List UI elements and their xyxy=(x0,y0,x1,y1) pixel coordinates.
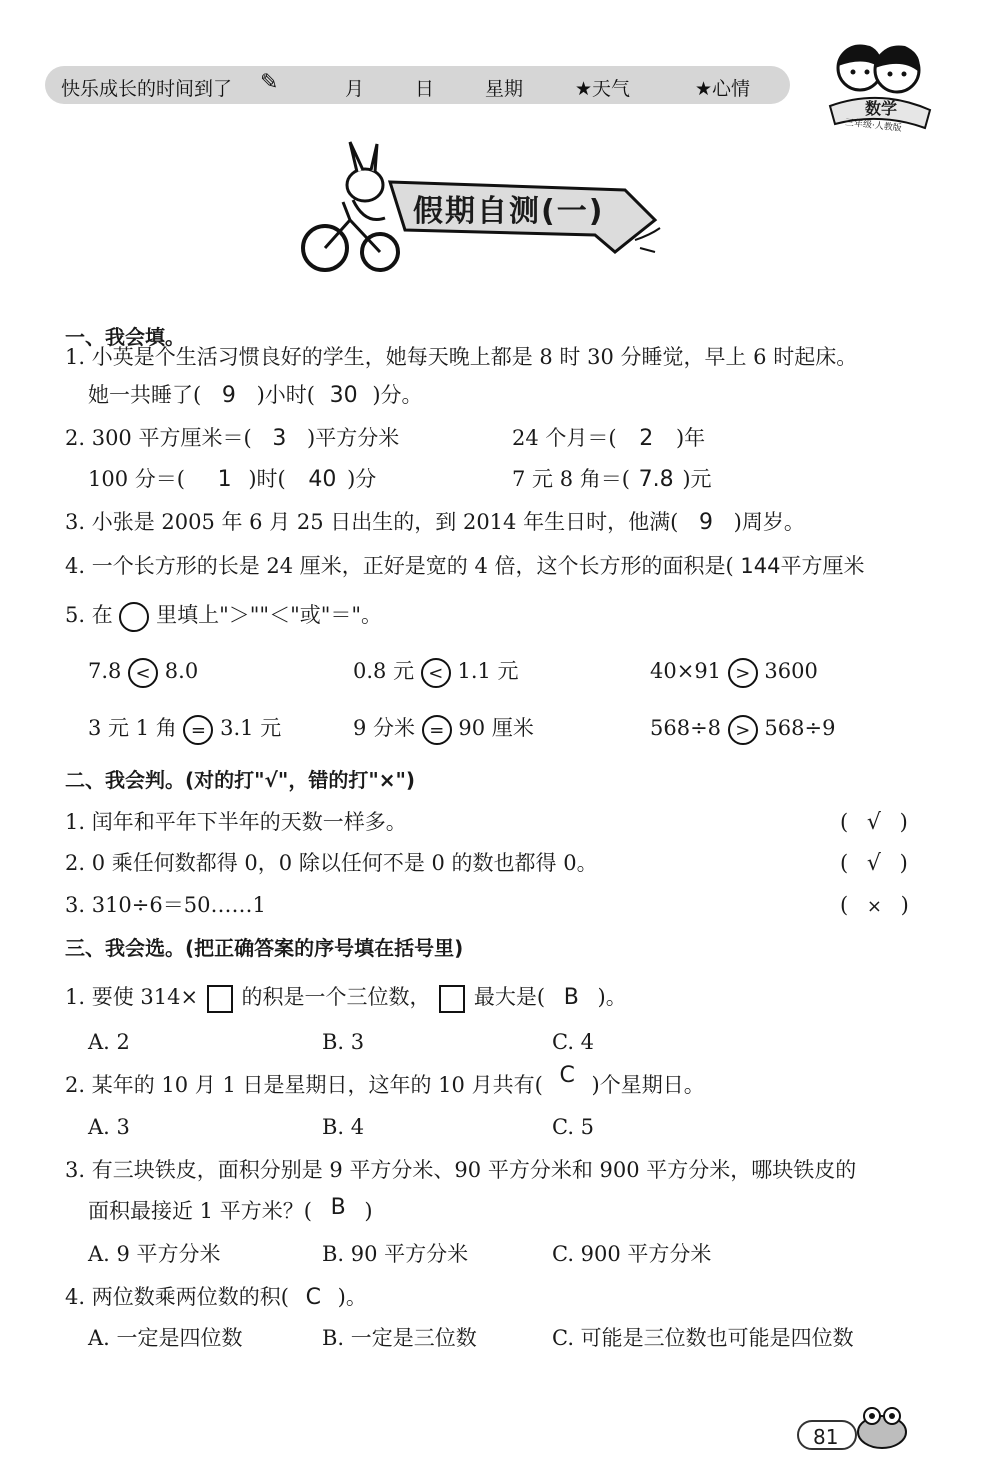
badge-grade: 三年级·人教版 xyxy=(844,118,903,134)
text: 3.1 元 xyxy=(220,716,282,740)
s3-q4-option-a: A. 一定是四位数 xyxy=(88,1326,243,1350)
text: 最大是( xyxy=(473,985,546,1009)
header-month: 月 xyxy=(345,78,365,100)
answer: 1 xyxy=(217,467,232,492)
compare-1 xyxy=(88,656,198,688)
text: ) xyxy=(899,851,908,875)
text: 1.1 元 xyxy=(457,659,519,683)
s3-q3-line2 xyxy=(88,1196,373,1227)
text: )平方分米 xyxy=(307,426,400,450)
text: 8.0 xyxy=(164,659,199,683)
s1-q2a xyxy=(65,423,399,454)
answer: √ xyxy=(866,851,881,876)
text: 568÷8 xyxy=(650,716,722,740)
text: )周岁。 xyxy=(733,510,805,534)
compare-sign: < xyxy=(421,658,451,688)
text: 24 个月＝( xyxy=(512,426,617,450)
text: ) xyxy=(899,810,908,834)
blank-box xyxy=(207,985,233,1013)
text: 4. 一个长方形的长是 24 厘米，正好是宽的 4 倍，这个长方形的面积是( xyxy=(65,554,734,578)
compare-6 xyxy=(650,713,835,745)
badge-subject: 数学 xyxy=(865,99,898,118)
s2-j3: 3. 310÷6＝50……1 xyxy=(65,893,266,917)
pencil-doodle-icon: ✎ xyxy=(260,70,279,95)
text: 1. 要使 314× xyxy=(65,985,199,1009)
text: 9 分米 xyxy=(353,716,416,740)
compare-sign: = xyxy=(183,715,213,745)
s1-q2b xyxy=(512,423,705,454)
text: ( xyxy=(840,893,849,917)
compare-3 xyxy=(650,656,818,688)
answer: 40 xyxy=(308,467,337,492)
text: 的积是一个三位数， xyxy=(241,985,431,1009)
s1-q2c xyxy=(88,464,376,495)
s3-q4-option-b: B. 一定是三位数 xyxy=(322,1326,477,1350)
s3-q2-option-c: C. 5 xyxy=(552,1115,595,1139)
text: 568÷9 xyxy=(764,716,836,740)
s3-q2-option-a: A. 3 xyxy=(88,1115,130,1139)
text: 面积最接近 1 平方米？( xyxy=(88,1199,312,1223)
compare-4 xyxy=(88,713,281,745)
text: )分 xyxy=(347,467,377,491)
answer: 2 xyxy=(639,426,654,451)
s3-q1-option-b: B. 3 xyxy=(322,1030,365,1054)
text: 她一共睡了( xyxy=(88,383,202,407)
header-banner xyxy=(45,66,790,104)
s2-j1: 1. 闰年和平年下半年的天数一样多。 xyxy=(65,810,407,834)
s1-q2d xyxy=(512,464,712,495)
text: 7 元 8 角＝( xyxy=(512,467,630,491)
frog-mascot-icon xyxy=(852,1400,912,1450)
blank-box xyxy=(439,985,465,1013)
s3-q4-option-c: C. 可能是三位数也可能是四位数 xyxy=(552,1326,854,1350)
s1-q3 xyxy=(65,507,805,538)
answer: 9 xyxy=(698,510,713,535)
text: 100 分＝( xyxy=(88,467,185,491)
compare-2 xyxy=(353,656,519,688)
s3-q1 xyxy=(65,982,627,1013)
text: )时( xyxy=(248,467,286,491)
s1-q5 xyxy=(65,600,382,632)
s1-q4 xyxy=(65,551,864,581)
header-weekday: 星期 xyxy=(485,78,524,100)
text: 3. 小张是 2005 年 6 月 25 日出生的，到 2014 年生日时，他满( xyxy=(65,510,679,534)
text: 2. 某年的 10 月 1 日是星期日，这年的 10 月共有( xyxy=(65,1073,543,1097)
answer: C xyxy=(305,1285,321,1310)
s2-j1-answer xyxy=(840,807,908,838)
s2-j2-answer xyxy=(840,848,908,879)
s2-j2: 2. 0 乘任何数都得 0，0 除以任何不是 0 的数也都得 0。 xyxy=(65,851,598,875)
s3-q3-option-a: A. 9 平方分米 xyxy=(88,1242,221,1266)
answer: B xyxy=(563,985,579,1010)
answer: C xyxy=(559,1063,575,1088)
text: ( xyxy=(840,810,849,834)
page-title: 假期自测(一) xyxy=(413,194,605,229)
s3-q1-option-c: C. 4 xyxy=(552,1030,595,1054)
answer: 30 xyxy=(329,383,358,408)
text: )元 xyxy=(682,467,712,491)
header-slogan: 快乐成长的时间到了 xyxy=(61,78,233,100)
compare-sign: > xyxy=(728,715,758,745)
subject-badge xyxy=(825,28,935,143)
blank-circle xyxy=(119,602,149,632)
text: ( xyxy=(840,851,849,875)
text: 4. 两位数乘两位数的积( xyxy=(65,1285,289,1309)
text: 3 元 1 角 xyxy=(88,716,177,740)
s3-q1-option-a: A. 2 xyxy=(88,1030,130,1054)
answer: 9 xyxy=(221,383,236,408)
compare-sign: < xyxy=(128,658,158,688)
answer: 7.8 xyxy=(638,467,674,492)
s3-q3-option-b: B. 90 平方分米 xyxy=(322,1242,469,1266)
page-number: 81 xyxy=(797,1420,857,1450)
s3-q4 xyxy=(65,1282,367,1313)
compare-sign: > xyxy=(728,658,758,688)
text: 0.8 元 xyxy=(353,659,415,683)
text: ) xyxy=(900,893,909,917)
section-2-heading: 二、我会判。(对的打"√"，错的打"×") xyxy=(65,768,416,792)
text: )小时( xyxy=(256,383,315,407)
text: )。 xyxy=(337,1285,367,1309)
s1-q1-line1: 1. 小英是个生活习惯良好的学生，她每天晚上都是 8 时 30 分睡觉，早上 6 时起床。 xyxy=(65,345,858,369)
text: 2. 300 平方厘米＝( xyxy=(65,426,252,450)
text: ) xyxy=(364,1199,373,1223)
text: 里填上"＞""＜"或"＝"。 xyxy=(156,603,383,627)
s1-q1-line2 xyxy=(88,380,423,411)
header-day: 日 xyxy=(415,78,435,100)
text: )年 xyxy=(675,426,706,450)
answer: √ xyxy=(866,810,881,835)
text: )分。 xyxy=(372,383,423,407)
text: 7.8 xyxy=(88,659,122,683)
s3-q2 xyxy=(65,1063,705,1101)
answer: 3 xyxy=(272,426,287,451)
header-mood: ★心情 xyxy=(695,78,751,100)
s3-q3-line1: 3. 有三块铁皮，面积分别是 9 平方分米、90 平方分米和 900 平方分米，哪块铁皮的 xyxy=(65,1158,857,1182)
answer: × xyxy=(866,896,882,917)
s3-q3-option-c: C. 900 平方分米 xyxy=(552,1242,712,1266)
text: )。 xyxy=(597,985,627,1009)
section-3-heading: 三、我会选。(把正确答案的序号填在括号里) xyxy=(65,936,464,960)
text: 3600 xyxy=(764,659,818,683)
text: 40×91 xyxy=(650,659,722,683)
compare-sign: = xyxy=(422,715,452,745)
s2-j3-answer xyxy=(840,890,909,922)
text: 90 厘米 xyxy=(458,716,534,740)
header-weather: ★天气 xyxy=(575,78,631,100)
title-illustration xyxy=(295,140,675,280)
s3-q2-option-b: B. 4 xyxy=(322,1115,365,1139)
answer: 144平方厘米 xyxy=(740,554,865,578)
text: 5. 在 xyxy=(65,603,113,627)
compare-5 xyxy=(353,713,534,745)
answer: B xyxy=(330,1195,346,1220)
section-1-heading: 一、我会填。 xyxy=(65,325,185,349)
text: )个星期日。 xyxy=(591,1073,705,1097)
